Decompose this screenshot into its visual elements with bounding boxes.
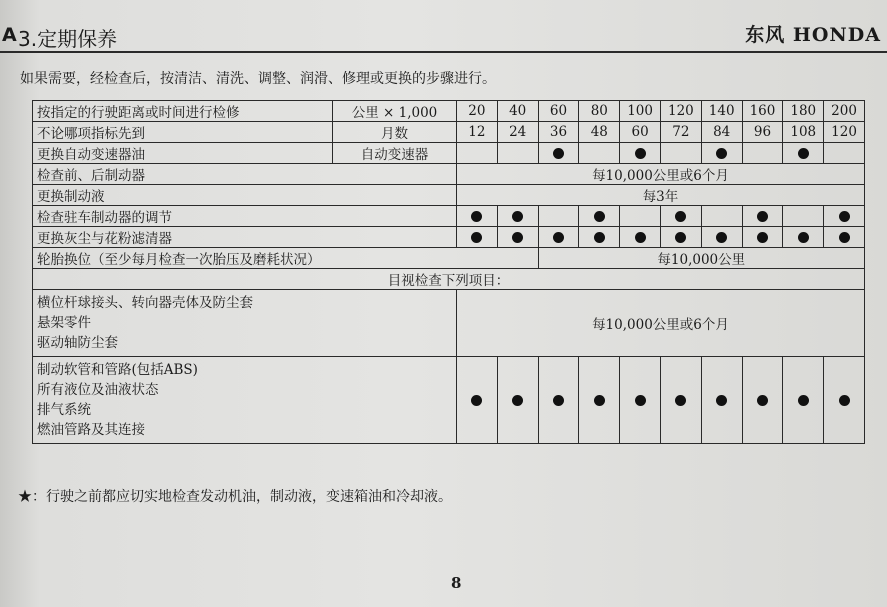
service-dot: [553, 148, 564, 159]
service-dot: [757, 211, 768, 222]
service-dot: [675, 211, 686, 222]
page-header: [0, 18, 887, 54]
mark-cell: [701, 357, 742, 444]
mark-cell: [579, 143, 620, 164]
section-title: 3.定期保养: [18, 27, 118, 51]
mark-cell: [783, 227, 824, 248]
month-value: 12: [457, 122, 498, 143]
km-value: 200: [824, 101, 865, 122]
month-value: 72: [660, 122, 701, 143]
mark-cell: [660, 206, 701, 227]
service-dot: [716, 148, 727, 159]
service-dot: [839, 211, 850, 222]
dust-filter-label: 更换灰尘与花粉滤清器: [33, 227, 457, 248]
visual-item: 排气系统: [37, 402, 91, 418]
mark-cell: [457, 143, 498, 164]
service-dot: [675, 395, 686, 406]
visual-group-2-row: [33, 357, 865, 444]
brand-cn: 东风: [745, 24, 786, 46]
header-rule: [0, 51, 887, 53]
km-value: 20: [457, 101, 498, 122]
visual-item: 横位杆球接头、转向器壳体及防尘套: [37, 295, 253, 311]
mark-cell: [497, 357, 538, 444]
mark-cell: [824, 143, 865, 164]
visual-group-1-interval: 每10,000公里或6个月: [457, 290, 865, 357]
visual-group-1-row: [33, 290, 865, 357]
service-dot: [553, 395, 564, 406]
month-value: 60: [620, 122, 661, 143]
brakes-label: 检查前、后制动器: [33, 164, 457, 185]
visual-item: 燃油管路及其连接: [37, 422, 145, 438]
month-row: [33, 122, 865, 143]
header-label-1: 按指定的行驶距离或时间进行检修: [33, 101, 333, 122]
mark-cell: [620, 143, 661, 164]
service-dot: [635, 148, 646, 159]
service-dot: [798, 232, 809, 243]
mark-cell: [742, 143, 783, 164]
service-dot: [839, 395, 850, 406]
visual-group-1-items: [33, 290, 457, 357]
month-value: 36: [538, 122, 579, 143]
service-dot: [512, 232, 523, 243]
mark-cell: [783, 143, 824, 164]
mark-cell: [701, 227, 742, 248]
mark-cell: [538, 206, 579, 227]
service-dot: [757, 395, 768, 406]
service-dot: [471, 232, 482, 243]
mark-cell: [783, 206, 824, 227]
visual-item: 制动软管和管路(包括ABS): [37, 362, 198, 378]
brake-fluid-row: [33, 185, 865, 206]
mark-cell: [701, 143, 742, 164]
km-value: 80: [579, 101, 620, 122]
mark-cell: [457, 227, 498, 248]
month-value: 96: [742, 122, 783, 143]
intro-text: 如果需要，经检查后，按清洁、清洗、调整、润滑、修理或更换的步骤进行。: [20, 71, 496, 87]
brakes-row: [33, 164, 865, 185]
mark-cell: [497, 143, 538, 164]
brake-fluid-label: 更换制动液: [33, 185, 457, 206]
brake-fluid-interval: 每3年: [457, 185, 865, 206]
atf-label: 更换自动变速器油: [33, 143, 333, 164]
mark-cell: [824, 206, 865, 227]
month-value: 48: [579, 122, 620, 143]
service-dot: [798, 148, 809, 159]
service-dot: [716, 232, 727, 243]
dust-filter-row: [33, 227, 865, 248]
maintenance-schedule-table: [32, 100, 865, 444]
visual-item: 悬架零件: [37, 315, 91, 331]
service-dot: [594, 211, 605, 222]
header-label-2: 不论哪项指标先到: [33, 122, 333, 143]
tire-rotation-interval: 每10,000公里: [538, 248, 864, 269]
mark-cell: [824, 357, 865, 444]
mark-cell: [742, 357, 783, 444]
mark-cell: [742, 227, 783, 248]
visual-inspection-heading: 目视检查下列项目：: [33, 269, 865, 290]
service-dot: [594, 232, 605, 243]
visual-item: 所有液位及油液状态: [37, 382, 159, 398]
service-dot: [798, 395, 809, 406]
mark-cell: [824, 227, 865, 248]
service-dot: [594, 395, 605, 406]
month-label: 月数: [333, 122, 457, 143]
km-value: 100: [620, 101, 661, 122]
mark-cell: [457, 206, 498, 227]
km-value: 180: [783, 101, 824, 122]
mark-cell: [579, 227, 620, 248]
service-dot: [512, 395, 523, 406]
tire-rotation-row: [33, 248, 865, 269]
service-dot: [553, 232, 564, 243]
service-dot: [757, 232, 768, 243]
month-value: 120: [824, 122, 865, 143]
service-dot: [471, 211, 482, 222]
visual-group-2-items: [33, 357, 457, 444]
mark-cell: [579, 206, 620, 227]
mark-cell: [457, 357, 498, 444]
brand-en: HONDA: [792, 24, 881, 46]
mark-cell: [660, 227, 701, 248]
service-dot: [512, 211, 523, 222]
page-number: 8: [451, 574, 462, 592]
month-value: 24: [497, 122, 538, 143]
km-value: 120: [660, 101, 701, 122]
km-value: 60: [538, 101, 579, 122]
mark-cell: [497, 227, 538, 248]
service-dot: [471, 395, 482, 406]
mark-cell: [620, 357, 661, 444]
mark-cell: [579, 357, 620, 444]
km-value: 140: [701, 101, 742, 122]
visual-item: 驱动轴防尘套: [37, 335, 118, 351]
km-label: 公里 × 1,000: [333, 101, 457, 122]
mark-cell: [742, 206, 783, 227]
service-dot: [635, 395, 646, 406]
mark-cell: [538, 143, 579, 164]
month-value: 108: [783, 122, 824, 143]
mark-cell: [660, 357, 701, 444]
footnote: ★：行驶之前都应切实地检查发动机油，制动液，变速箱油和冷却液。: [18, 489, 452, 505]
service-dot: [839, 232, 850, 243]
atf-sub-label: 自动变速器: [333, 143, 457, 164]
month-value: 84: [701, 122, 742, 143]
visual-heading-row: [33, 269, 865, 290]
brand-logo: [745, 20, 881, 47]
parking-brake-label: 检查驻车制动器的调节: [33, 206, 457, 227]
service-dot: [635, 232, 646, 243]
km-value: 160: [742, 101, 783, 122]
service-dot: [716, 395, 727, 406]
parking-brake-row: [33, 206, 865, 227]
tire-rotation-label: 轮胎换位（至少每月检查一次胎压及磨耗状况）: [33, 248, 539, 269]
mark-cell: [701, 206, 742, 227]
atf-row: [33, 143, 865, 164]
section-edge-mark: A: [2, 24, 17, 46]
mark-cell: [620, 206, 661, 227]
mark-cell: [620, 227, 661, 248]
mark-cell: [538, 357, 579, 444]
service-dot: [675, 232, 686, 243]
km-row: [33, 101, 865, 122]
mark-cell: [497, 206, 538, 227]
mark-cell: [783, 357, 824, 444]
mark-cell: [538, 227, 579, 248]
mark-cell: [660, 143, 701, 164]
brakes-interval: 每10,000公里或6个月: [457, 164, 865, 185]
km-value: 40: [497, 101, 538, 122]
